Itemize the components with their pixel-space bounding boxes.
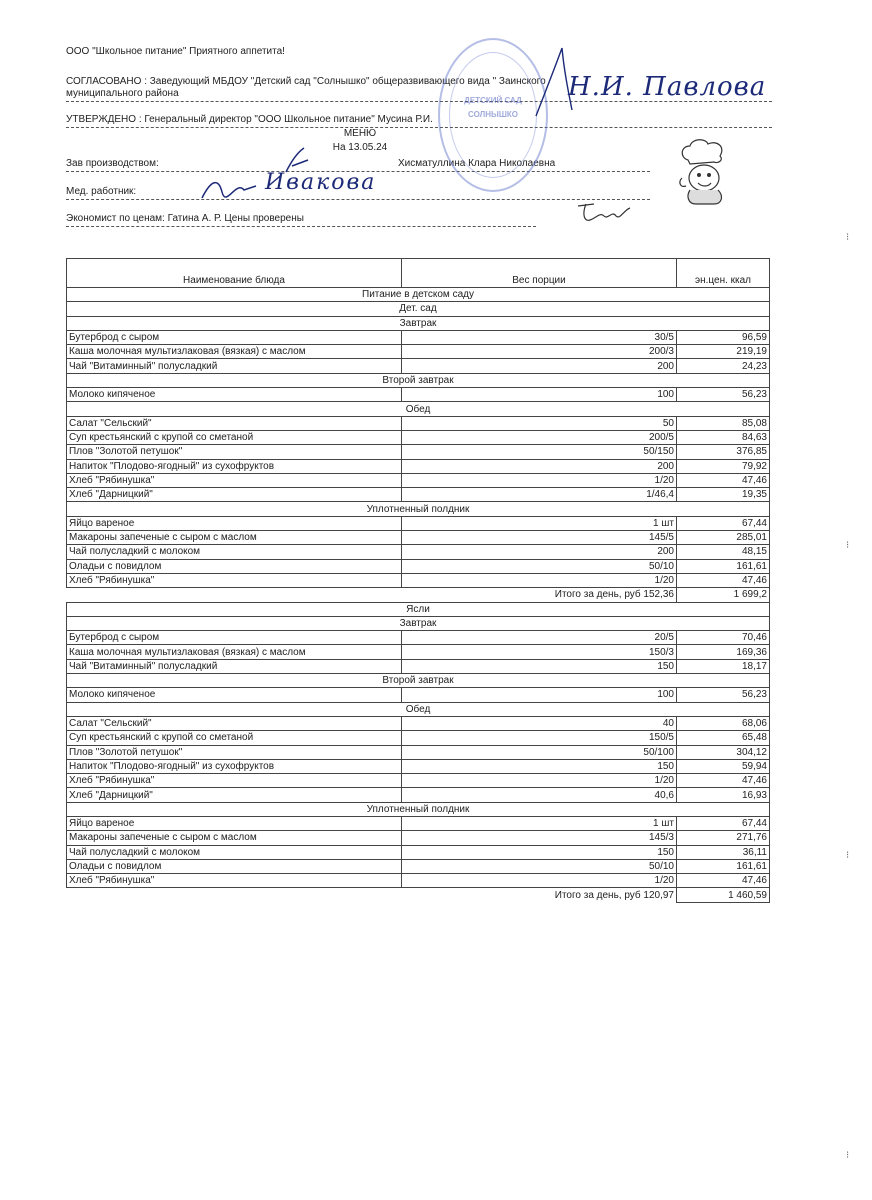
energy-value: 47,46 (677, 774, 770, 788)
meal-row (67, 402, 770, 416)
table-row (67, 430, 770, 444)
economist-line: Экономист по ценам: Гатина А. Р. Цены проверены (66, 213, 304, 224)
table-row (67, 874, 770, 888)
day-total-kcal: 1 699,2 (677, 588, 770, 602)
dish-name: Хлеб "Рябинушка" (67, 774, 402, 788)
energy-value: 161,61 (677, 559, 770, 573)
energy-value: 68,06 (677, 716, 770, 730)
portion-weight: 50/10 (402, 559, 677, 573)
energy-value: 271,76 (677, 831, 770, 845)
energy-value: 65,48 (677, 731, 770, 745)
dish-name: Каша молочная мультизлаковая (вязкая) с маслом (67, 345, 402, 359)
company-line: ООО "Школьное питание" Приятного аппетита! (66, 46, 285, 57)
energy-value: 36,11 (677, 845, 770, 859)
table-header-row (67, 259, 770, 288)
dish-name: Каша молочная мультизлаковая (вязкая) с маслом (67, 645, 402, 659)
scan-mark: ⁝ (846, 1150, 850, 1161)
table-row (67, 731, 770, 745)
portion-weight: 145/5 (402, 531, 677, 545)
divider (66, 127, 772, 128)
table-row (67, 859, 770, 873)
table-row (67, 516, 770, 530)
table-row (67, 631, 770, 645)
table-row (67, 416, 770, 430)
table-row (67, 716, 770, 730)
energy-value: 24,23 (677, 359, 770, 373)
group-name: Дет. сад (67, 302, 770, 316)
table-row (67, 788, 770, 802)
table-row (67, 488, 770, 502)
table-row (67, 573, 770, 587)
dish-name: Напиток "Плодово-ягодный" из сухофруктов (67, 759, 402, 773)
table-row (67, 745, 770, 759)
signature-scribble (200, 172, 260, 202)
table-row (67, 845, 770, 859)
table-row (67, 330, 770, 344)
dish-name: Хлеб "Рябинушка" (67, 874, 402, 888)
dish-name: Плов "Золотой петушок" (67, 745, 402, 759)
dish-name: Салат "Сельский" (67, 716, 402, 730)
portion-weight: 50/10 (402, 859, 677, 873)
meal-name: Обед (67, 702, 770, 716)
day-total-label: Итого за день, руб 152,36 (402, 588, 677, 602)
dish-name: Суп крестьянский с крупой со сметаной (67, 430, 402, 444)
portion-weight: 100 (402, 688, 677, 702)
table-title-row (67, 288, 770, 302)
divider (66, 226, 536, 227)
portion-weight: 1/20 (402, 874, 677, 888)
table-row (67, 531, 770, 545)
portion-weight: 40 (402, 716, 677, 730)
table-row (67, 831, 770, 845)
medic-label: Мед. работник: (66, 186, 137, 197)
portion-weight: 1/46,4 (402, 488, 677, 502)
dish-name: Молоко кипяченое (67, 388, 402, 402)
energy-value: 19,35 (677, 488, 770, 502)
portion-weight: 1 шт (402, 516, 677, 530)
portion-weight: 150 (402, 845, 677, 859)
table-row (67, 388, 770, 402)
director-flourish (532, 40, 582, 120)
portion-weight: 1 шт (402, 816, 677, 830)
meal-row (67, 674, 770, 688)
meal-name: Уплотненный полдник (67, 502, 770, 516)
menu-date: На 13.05.24 (332, 142, 388, 153)
dish-name: Плов "Золотой петушок" (67, 445, 402, 459)
portion-weight: 1/20 (402, 473, 677, 487)
meal-row (67, 802, 770, 816)
portion-weight: 1/20 (402, 774, 677, 788)
production-label: Зав производством: (66, 158, 159, 169)
portion-weight: 200/5 (402, 430, 677, 444)
table-row (67, 645, 770, 659)
energy-value: 47,46 (677, 473, 770, 487)
portion-weight: 50/100 (402, 745, 677, 759)
dish-name: Суп крестьянский с крупой со сметаной (67, 731, 402, 745)
energy-value: 48,15 (677, 545, 770, 559)
dish-name: Хлеб "Дарницкий" (67, 788, 402, 802)
portion-weight: 50/150 (402, 445, 677, 459)
dish-name: Молоко кипяченое (67, 688, 402, 702)
dish-name: Чай "Витаминный" полусладкий (67, 359, 402, 373)
agreed-line: СОГЛАСОВАНО : Заведующий МБДОУ "Детский сад "Солнышко" общеразвивающего вида " Заинского (66, 76, 546, 87)
chef-mascot-icon (676, 138, 734, 206)
energy-value: 67,44 (677, 516, 770, 530)
economist-signature (574, 200, 632, 226)
col-name-header: Наименование блюда (67, 259, 402, 288)
meal-name: Второй завтрак (67, 674, 770, 688)
day-total-label: Итого за день, руб 120,97 (402, 888, 677, 902)
table-row (67, 816, 770, 830)
energy-value: 79,92 (677, 459, 770, 473)
portion-weight: 150/5 (402, 731, 677, 745)
dish-name: Салат "Сельский" (67, 416, 402, 430)
table-row (67, 759, 770, 773)
energy-value: 169,36 (677, 645, 770, 659)
energy-value: 16,93 (677, 788, 770, 802)
portion-weight: 150 (402, 759, 677, 773)
table-title: Питание в детском саду (67, 288, 770, 302)
meal-name: Второй завтрак (67, 373, 770, 387)
table-row (67, 545, 770, 559)
meal-name: Уплотненный полдник (67, 802, 770, 816)
energy-value: 84,63 (677, 430, 770, 444)
dish-name: Яйцо вареное (67, 516, 402, 530)
meal-row (67, 616, 770, 630)
energy-value: 70,46 (677, 631, 770, 645)
portion-weight: 50 (402, 416, 677, 430)
portion-weight: 20/5 (402, 631, 677, 645)
table-row (67, 445, 770, 459)
portion-weight: 100 (402, 388, 677, 402)
total-spacer (67, 588, 402, 602)
day-total-kcal: 1 460,59 (677, 888, 770, 902)
energy-value: 47,46 (677, 874, 770, 888)
dish-name: Чай "Витаминный" полусладкий (67, 659, 402, 673)
energy-value: 96,59 (677, 330, 770, 344)
portion-weight: 40,6 (402, 788, 677, 802)
scan-mark: ⁝ (846, 540, 850, 551)
portion-weight: 200 (402, 359, 677, 373)
production-name: Хисматуллина Клара Николаевна (398, 158, 556, 169)
energy-value: 161,61 (677, 859, 770, 873)
group-row (67, 302, 770, 316)
table-row (67, 345, 770, 359)
table-row (67, 659, 770, 673)
meal-row (67, 316, 770, 330)
dish-name: Чай полусладкий с молоком (67, 845, 402, 859)
energy-value: 67,44 (677, 816, 770, 830)
dish-name: Макароны запеченые с сыром с маслом (67, 831, 402, 845)
portion-weight: 200 (402, 459, 677, 473)
menu-table (66, 258, 770, 903)
portion-weight: 200 (402, 545, 677, 559)
portion-weight: 150 (402, 659, 677, 673)
group-row (67, 602, 770, 616)
medic-signature: Ивакова (265, 170, 377, 195)
energy-value: 56,23 (677, 688, 770, 702)
round-stamp: ДЕТСКИЙ САД СОЛНЫШКО (438, 38, 548, 192)
portion-weight: 150/3 (402, 645, 677, 659)
dish-name: Хлеб "Рябинушка" (67, 573, 402, 587)
meal-name: Завтрак (67, 316, 770, 330)
dish-name: Яйцо вареное (67, 816, 402, 830)
energy-value: 56,23 (677, 388, 770, 402)
dish-name: Оладьи с повидлом (67, 859, 402, 873)
table-row (67, 559, 770, 573)
energy-value: 304,12 (677, 745, 770, 759)
energy-value: 285,01 (677, 531, 770, 545)
meal-row (67, 702, 770, 716)
energy-value: 376,85 (677, 445, 770, 459)
table-row (67, 359, 770, 373)
meal-name: Обед (67, 402, 770, 416)
dish-name: Бутерброд с сыром (67, 631, 402, 645)
table-row (67, 473, 770, 487)
col-energy-header: эн.цен. ккал (677, 259, 770, 288)
energy-value: 85,08 (677, 416, 770, 430)
table-row (67, 688, 770, 702)
energy-value: 47,46 (677, 573, 770, 587)
menu-title: МЕНЮ (343, 128, 377, 139)
agreed-line-cont: муниципального района (66, 88, 179, 99)
col-weight-header: Вес порции (402, 259, 677, 288)
table-row (67, 774, 770, 788)
divider (66, 199, 650, 200)
total-row (67, 588, 770, 602)
portion-weight: 145/3 (402, 831, 677, 845)
dish-name: Чай полусладкий с молоком (67, 545, 402, 559)
portion-weight: 30/5 (402, 330, 677, 344)
scan-mark: ⁝ (846, 232, 850, 243)
portion-weight: 200/3 (402, 345, 677, 359)
dish-name: Макароны запеченые с сыром с маслом (67, 531, 402, 545)
scan-mark: ⁝ (846, 850, 850, 861)
dish-name: Бутерброд с сыром (67, 330, 402, 344)
dish-name: Хлеб "Дарницкий" (67, 488, 402, 502)
table-row (67, 459, 770, 473)
meal-row (67, 373, 770, 387)
energy-value: 219,19 (677, 345, 770, 359)
group-name: Ясли (67, 602, 770, 616)
dish-name: Хлеб "Рябинушка" (67, 473, 402, 487)
total-spacer (67, 888, 402, 902)
signature-mark (282, 146, 312, 176)
approved-line: УТВЕРЖДЕНО : Генеральный директор "ООО Школьное питание" Мусина Р.И. (66, 114, 433, 125)
dish-name: Напиток "Плодово-ягодный" из сухофруктов (67, 459, 402, 473)
meal-row (67, 502, 770, 516)
total-row (67, 888, 770, 902)
director-signature: Н.И. Павлова (568, 72, 767, 102)
dish-name: Оладьи с повидлом (67, 559, 402, 573)
energy-value: 59,94 (677, 759, 770, 773)
meal-name: Завтрак (67, 616, 770, 630)
energy-value: 18,17 (677, 659, 770, 673)
portion-weight: 1/20 (402, 573, 677, 587)
